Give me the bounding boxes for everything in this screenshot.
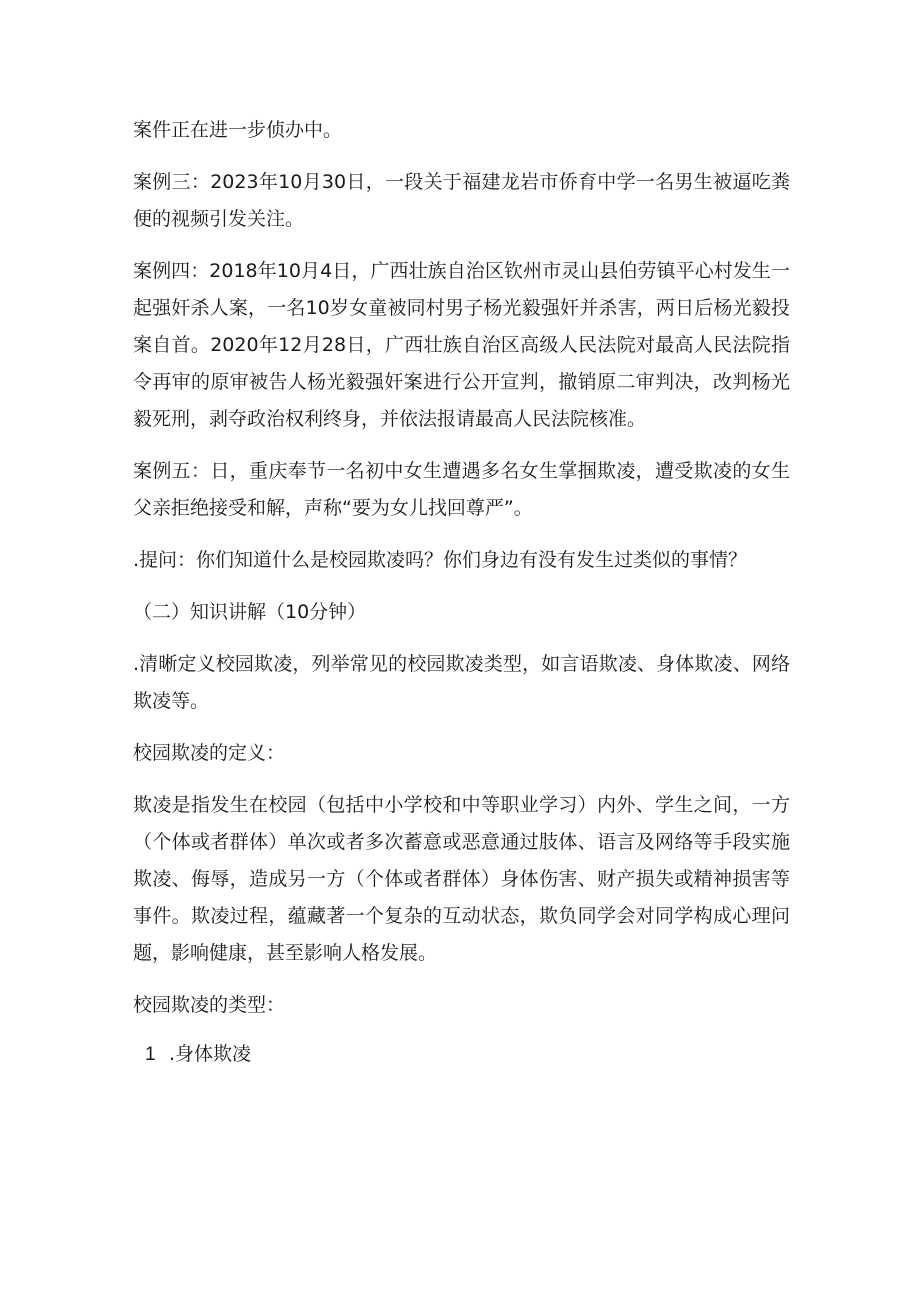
- list-item-number: 1: [145, 1044, 156, 1065]
- paragraph-case-ongoing: 案件正在进一步侦办中。: [133, 119, 343, 141]
- list-item: [133, 1036, 790, 1073]
- paragraph-question: .提问：你们知道什么是校园欺凌吗？你们身边有没有发生过类似的事情？: [133, 549, 748, 571]
- paragraph-case-three: 案例三：2023年10月30日，一段关于福建龙岩市侨育中学一名男生被逼吃粪便的视频引发关注。: [133, 171, 790, 230]
- list-item-label: .身体欺凌: [169, 1043, 252, 1065]
- section-heading-knowledge: （二）知识讲解（10分钟）: [133, 601, 367, 623]
- paragraph-definition-heading: 校园欺凌的定义：: [133, 742, 286, 764]
- paragraph-case-four: 案例四：2018年10月4日，广西壮族自治区钦州市灵山县伯劳镇平心村发生一起强奸杀人案，一名10岁女童被同村男子杨光毅强奸并杀害，两日后杨光毅投案自首。2020年12月28日，广西壮族自治区高级人民法院对最高人民法院指令再审的原审被告人杨光毅强奸案进行公开宣判，撤销原二审判决，改判杨光毅死刑，剥夺政治权利终身，并依法报请最高人民法院核准。: [133, 260, 790, 430]
- paragraph-definition-body: 欺凌是指发生在校园（包括中小学校和中等职业学习）内外、学生之间，一方（个体或者群体）单次或者多次蓄意或恶意通过肢体、语言及网络等手段实施欺凌、侮辱，造成另一方（个体或者群体）身体伤害、财产损失或精神损害等事件。欺凌过程，蕴藏著一个复杂的互动状态，欺负同学会对同学构成心理问题，影响健康，甚至影响人格发展。: [133, 794, 790, 964]
- paragraph-define-types: .清晰定义校园欺凌，列举常见的校园欺凌类型，如言语欺凌、身体欺凌、网络欺凌等。: [133, 653, 790, 712]
- paragraph-types-heading: 校园欺凌的类型：: [133, 994, 286, 1016]
- paragraph-case-five: 案例五：日，重庆奉节一名初中女生遭遇多名女生掌掴欺凌，遭受欺凌的女生父亲拒绝接受和解，声称“要为女儿找回尊严”。: [133, 460, 790, 519]
